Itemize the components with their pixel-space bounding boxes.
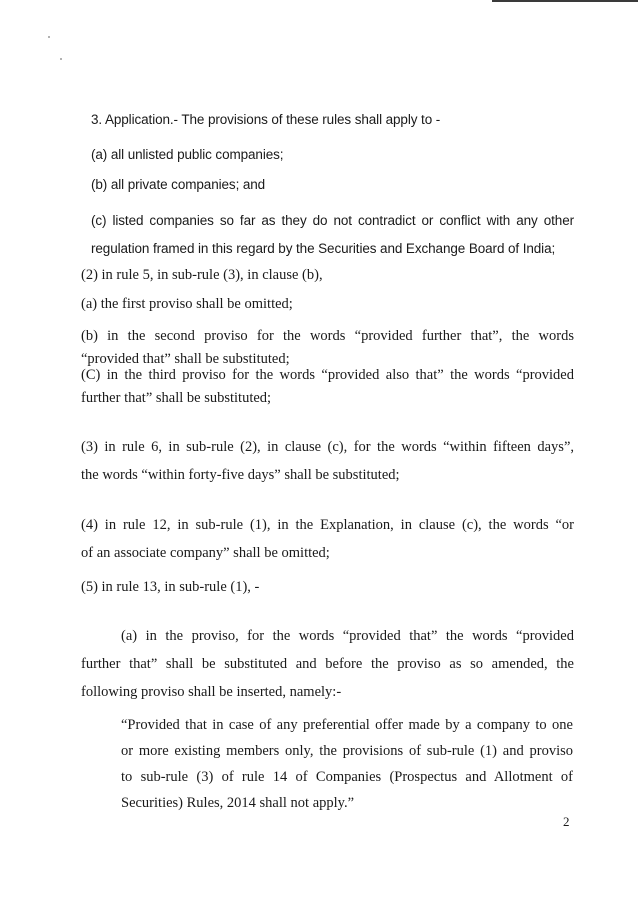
application-clause-a: (a) all unlisted public companies; bbox=[91, 147, 284, 162]
amendment-4 bbox=[81, 511, 574, 567]
proviso-quote-line-3: to sub-rule (3) of rule 14 of Companies (Prospectus and Allotment of bbox=[121, 769, 573, 785]
proviso-quote-line-4: Securities) Rules, 2014 shall not apply.” bbox=[121, 795, 355, 811]
proviso-quote-line-1: “Provided that in case of any preferential offer made by a company to one bbox=[121, 717, 573, 733]
scan-edge-line bbox=[492, 0, 638, 2]
amendment-2-clause-b-line-2: “provided that” shall be substituted; bbox=[81, 351, 290, 367]
amendment-2-clause-c-line-2: further that” shall be substituted; bbox=[81, 390, 272, 406]
amendment-2-intro: (2) in rule 5, in sub-rule (3), in clause (b), bbox=[81, 267, 323, 283]
amendment-3-line-1: (3) in rule 6, in sub-rule (2), in clause (c), for the words “within fifteen days”, bbox=[81, 439, 574, 455]
application-clause-b: (b) all private companies; and bbox=[91, 177, 266, 192]
amendment-2-clause-b-line-1: (b) in the second proviso for the words “provided further that”, the words bbox=[81, 328, 574, 344]
amendment-2-clause-c-line-1: (C) in the third proviso for the words “provided also that” the words “provided bbox=[81, 367, 574, 383]
amendment-2-clause-a: (a) the first proviso shall be omitted; bbox=[81, 296, 293, 312]
amendment-3-line-2: the words “within forty-five days” shall be substituted; bbox=[81, 467, 400, 483]
page-number: 2 bbox=[563, 814, 570, 829]
amendment-5-clause-a-line-1: (a) in the proviso, for the words “provided that” the words “provided bbox=[121, 628, 574, 644]
application-clause-c-line-1: (c) listed companies so far as they do not contradict or conflict with any other bbox=[91, 213, 574, 228]
amendment-5-clause-a-line-2: further that” shall be substituted and before the proviso as so amended, the bbox=[81, 656, 574, 672]
application-clause-c-line-2: regulation framed in this regard by the Securities and Exchange Board of India; bbox=[91, 241, 556, 256]
amendment-5-proviso-quote bbox=[121, 712, 573, 816]
amendment-5-intro: (5) in rule 13, in sub-rule (1), - bbox=[81, 579, 260, 595]
amendment-3 bbox=[81, 433, 574, 489]
amendment-5-clause-a bbox=[81, 622, 574, 706]
application-clause-c bbox=[91, 207, 574, 263]
amendment-4-line-2: of an associate company” shall be omitted; bbox=[81, 545, 330, 561]
amendment-5-clause-a-line-3: following proviso shall be inserted, namely:- bbox=[81, 684, 342, 700]
amendment-4-line-1: (4) in rule 12, in sub-rule (1), in the Explanation, in clause (c), the words “or bbox=[81, 517, 574, 533]
proviso-quote-line-2: or more existing members only, the provisions of sub-rule (1) and proviso bbox=[121, 743, 573, 759]
amendment-2-clause-c bbox=[81, 364, 574, 410]
application-heading: 3. Application.- The provisions of these rules shall apply to - bbox=[91, 112, 441, 127]
